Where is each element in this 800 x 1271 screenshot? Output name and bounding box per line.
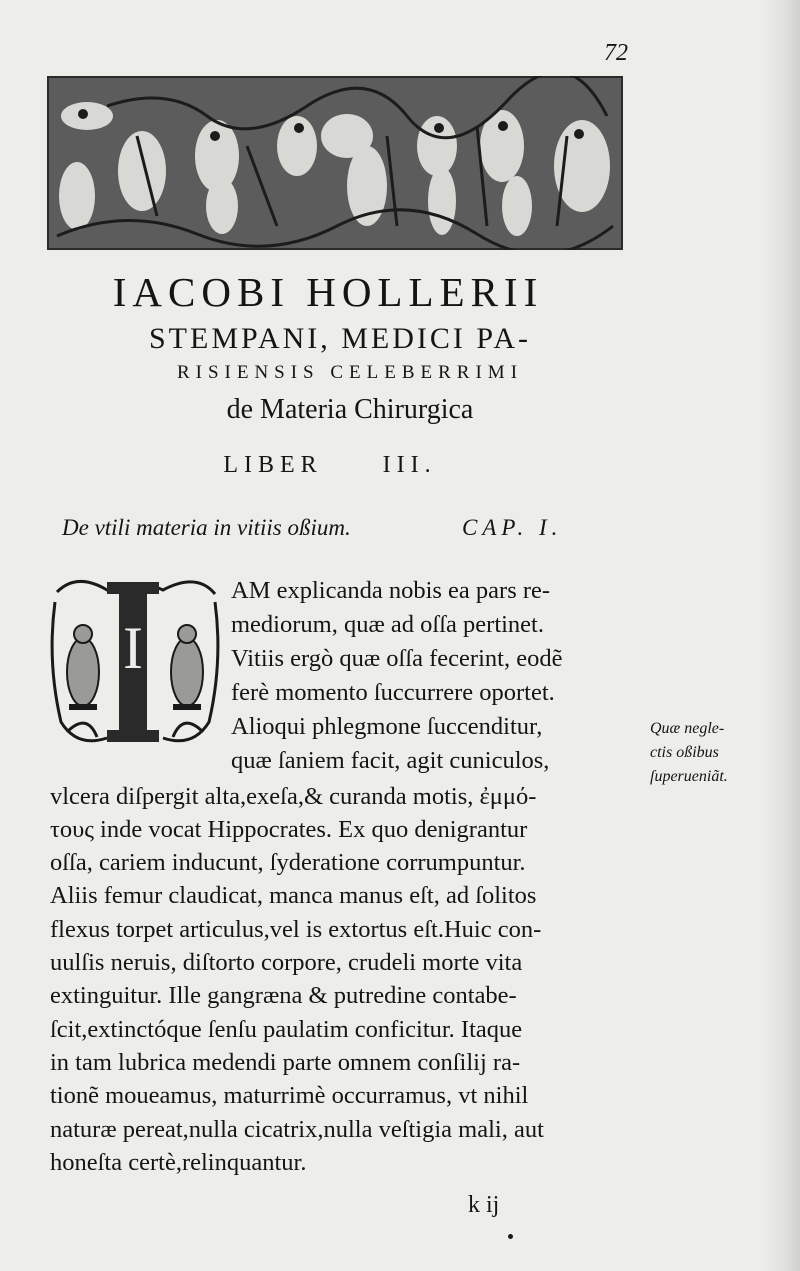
initial-letter: I xyxy=(123,615,143,681)
body-line-11: flexus torpet articulus,vel is extortus eſt.Huic con- xyxy=(50,916,542,943)
title-epithet: RISIENSIS CELEBERRIMI xyxy=(176,362,524,383)
margin-note-line-1: Quæ negle- xyxy=(650,720,725,737)
title-work: de Materia Chirurgica xyxy=(226,394,474,425)
body-line-5: Alioqui phlegmone ſuccenditur, xyxy=(231,713,543,740)
body-line-2: mediorum, quæ ad oſſa pertinet. xyxy=(231,611,544,638)
chapter-heading-row xyxy=(62,515,622,541)
body-line-8: τους inde vocat Hippocrates. Ex quo denigrantur xyxy=(50,816,528,843)
body-line-6: quæ ſaniem facit, agit cuniculos, xyxy=(231,747,550,774)
body-line-9: oſſa, cariem inducunt, ſyderatione corrumpuntur. xyxy=(50,849,526,876)
page-number: 72 xyxy=(604,40,628,66)
body-line-1: AM explicanda nobis ea pars re- xyxy=(231,577,551,604)
chapter-number: CAP. I. xyxy=(462,515,563,540)
title-author: IACOBI HOLLERII xyxy=(112,269,544,315)
decorated-initial xyxy=(47,572,223,752)
page-edge-shadow xyxy=(764,0,800,1271)
margin-note-line-3: ſuperueniãt. xyxy=(650,768,728,785)
body-line-4: ferè momento ſuccurrere oportet. xyxy=(231,679,555,706)
body-line-10: Aliis femur claudicat, manca manus eſt, ad ſolitos xyxy=(50,882,537,909)
body-line-16: tionẽ moueamus, maturrimè occurramus, vt nihil xyxy=(50,1082,529,1109)
margin-note-line-2: ctis oßibus xyxy=(650,744,719,761)
body-line-12: uulſis neruis, diſtorto corpore, crudeli morte vita xyxy=(50,949,523,976)
body-line-17: naturæ pereat,nulla cicatrix,nulla veſtigia mali, aut xyxy=(50,1116,544,1143)
body-line-14: ſcit,extinctóque ſenſu paulatim conficitur. Itaque xyxy=(50,1016,523,1043)
book-number: LIBER III. xyxy=(223,452,437,478)
chapter-title: De vtili materia in vitiis oßium. xyxy=(62,515,351,540)
body-line-3: Vitiis ergò quæ oſſa fecerint, eodẽ xyxy=(231,645,563,672)
woodcut-headband xyxy=(47,76,623,250)
body-line-13: extinguitur. Ille gangræna & putredine contabe- xyxy=(50,982,517,1009)
body-line-15: in tam lubrica medendi parte omnem conſilij ra- xyxy=(50,1049,521,1076)
initial-ornament xyxy=(47,572,223,752)
body-line-7: vlcera diſpergit alta,exeſa,& curanda motis, ἐμμό- xyxy=(50,783,537,810)
title-origin: STEMPANI, MEDICI PA- xyxy=(148,322,531,355)
ink-dot xyxy=(508,1234,513,1239)
signature-mark: k ij xyxy=(468,1192,500,1218)
body-line-18: honeſta certè,relinquantur. xyxy=(50,1149,307,1176)
